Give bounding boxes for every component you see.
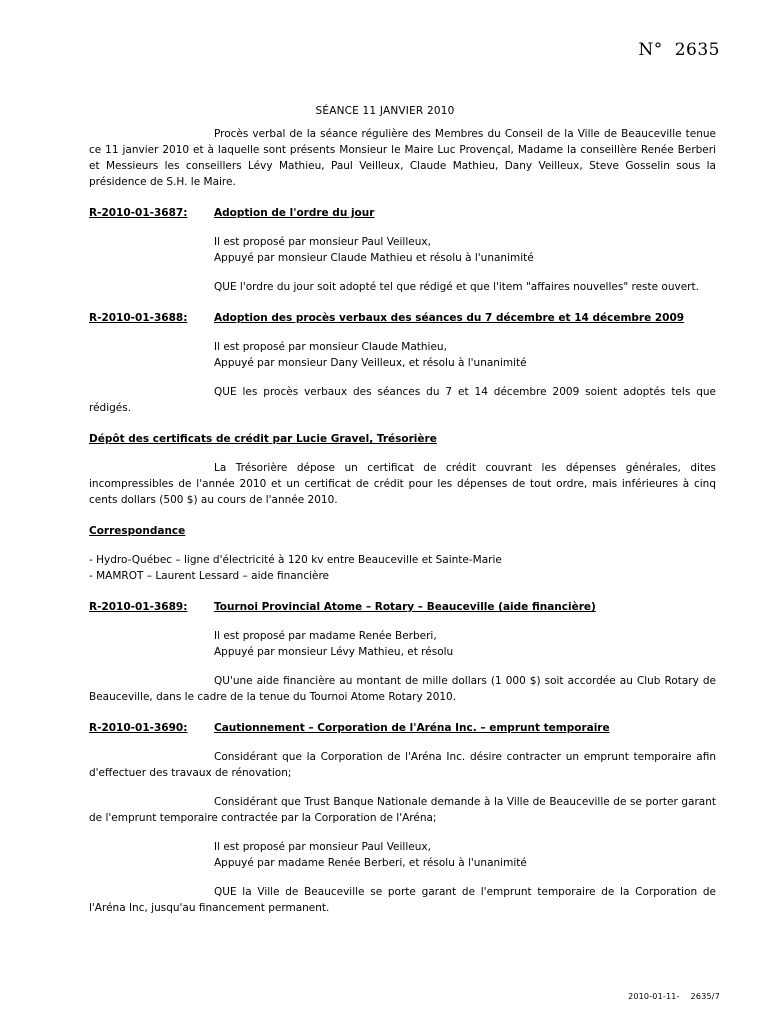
resolution-title: Tournoi Provincial Atome – Rotary – Beauceville (aide financière) [214, 601, 596, 613]
considerant-paragraph: Considérant que la Corporation de l'Aréna Inc. désire contracter un emprunt temporaire afin d'effectuer des travaux de rénovation; [89, 751, 716, 779]
resolution-title: Adoption des procès verbaux des séances du 7 décembre et 14 décembre 2009 [214, 312, 685, 324]
resolution-text: QUE la Ville de Beauceville se porte garant de l'emprunt temporaire de la Corporation de l'Aréna Inc, jusqu'au financement permanent. [89, 886, 716, 914]
proposed-line: Il est proposé par monsieur Paul Veilleux, [214, 236, 431, 248]
seconded-line: Appuyé par monsieur Claude Mathieu et résolu à l'unanimité [214, 252, 534, 264]
resolution-title: Adoption de l'ordre du jour [214, 207, 375, 219]
resolution-number: R-2010-01-3688: [89, 312, 188, 324]
depot-heading: Dépôt des certificats de crédit par Lucie Gravel, Trésorière [89, 433, 437, 445]
considerant-paragraph: Considérant que Trust Banque Nationale demande à la Ville de Beauceville de se porter garant de l'emprunt temporaire contractée par la Corporation de l'Aréna; [89, 796, 716, 824]
folio-value: 2635 [674, 40, 720, 60]
resolution-heading [89, 310, 716, 326]
resolution-heading [89, 720, 716, 736]
minutes-body [89, 126, 716, 916]
resolution-text: QU'une aide financière au montant de mille dollars (1 000 $) soit accordée au Club Rotary de Beauceville, dans le cadre de la tenue du Tournoi Atome Rotary 2010. [89, 675, 716, 703]
resolution-text: QUE l'ordre du jour soit adopté tel que rédigé et que l'item "affaires nouvelles" reste ouvert. [214, 281, 699, 293]
folio-prefix: N° [638, 40, 663, 60]
seconded-line: Appuyé par madame Renée Berberi, et résolu à l'unanimité [214, 857, 527, 869]
resolution-heading [89, 205, 716, 221]
proposed-line: Il est proposé par monsieur Paul Veilleux, [214, 841, 431, 853]
resolution-number: R-2010-01-3689: [89, 601, 188, 613]
seconded-line: Appuyé par monsieur Lévy Mathieu, et résolu [214, 646, 454, 658]
resolution-title: Cautionnement – Corporation de l'Aréna Inc. – emprunt temporaire [214, 722, 610, 734]
session-title: SÉANCE 11 JANVIER 2010 [315, 105, 455, 117]
seconded-line: Appuyé par monsieur Dany Veilleux, et résolu à l'unanimité [214, 357, 527, 369]
correspondance-item: - Hydro-Québec – ligne d'électricité à 120 kv entre Beauceville et Sainte-Marie [89, 554, 502, 566]
folio-number [600, 40, 720, 60]
correspondance-heading: Correspondance [89, 525, 186, 537]
resolution-text: QUE les procès verbaux des séances du 7 et 14 décembre 2009 soient adoptés tels que rédigés. [89, 386, 716, 414]
footer-date: 2010-01-11- [628, 992, 680, 1001]
proposed-line: Il est proposé par monsieur Claude Mathieu, [214, 341, 447, 353]
correspondance-item: - MAMROT – Laurent Lessard – aide financière [89, 570, 330, 582]
page-footer [560, 992, 720, 1001]
resolution-heading [89, 599, 716, 615]
intro-paragraph: Procès verbal de la séance régulière des Membres du Conseil de la Ville de Beauceville tenue ce 11 janvier 2010 et à laquelle sont présents Monsieur le Maire Luc Provençal, Madame la conseillère Renée Berberi et Messieurs les conseillers Lévy Mathieu, Paul Veilleux, Claude Mathieu, Dany Veilleux, Steve Gosselin sous la présidence de S.H. le Maire. [89, 128, 716, 188]
resolution-number: R-2010-01-3690: [89, 722, 188, 734]
proposed-line: Il est proposé par madame Renée Berberi, [214, 630, 437, 642]
footer-page: 2635/7 [690, 992, 720, 1001]
depot-text: La Trésorière dépose un certificat de crédit couvrant les dépenses générales, dites incompressibles de l'année 2010 et un certificat de crédit pour les dépenses de tout ordre, mais inférieures à cinq cents dollars (500 $) au cours de l'année 2010. [89, 462, 716, 506]
resolution-number: R-2010-01-3687: [89, 207, 188, 219]
